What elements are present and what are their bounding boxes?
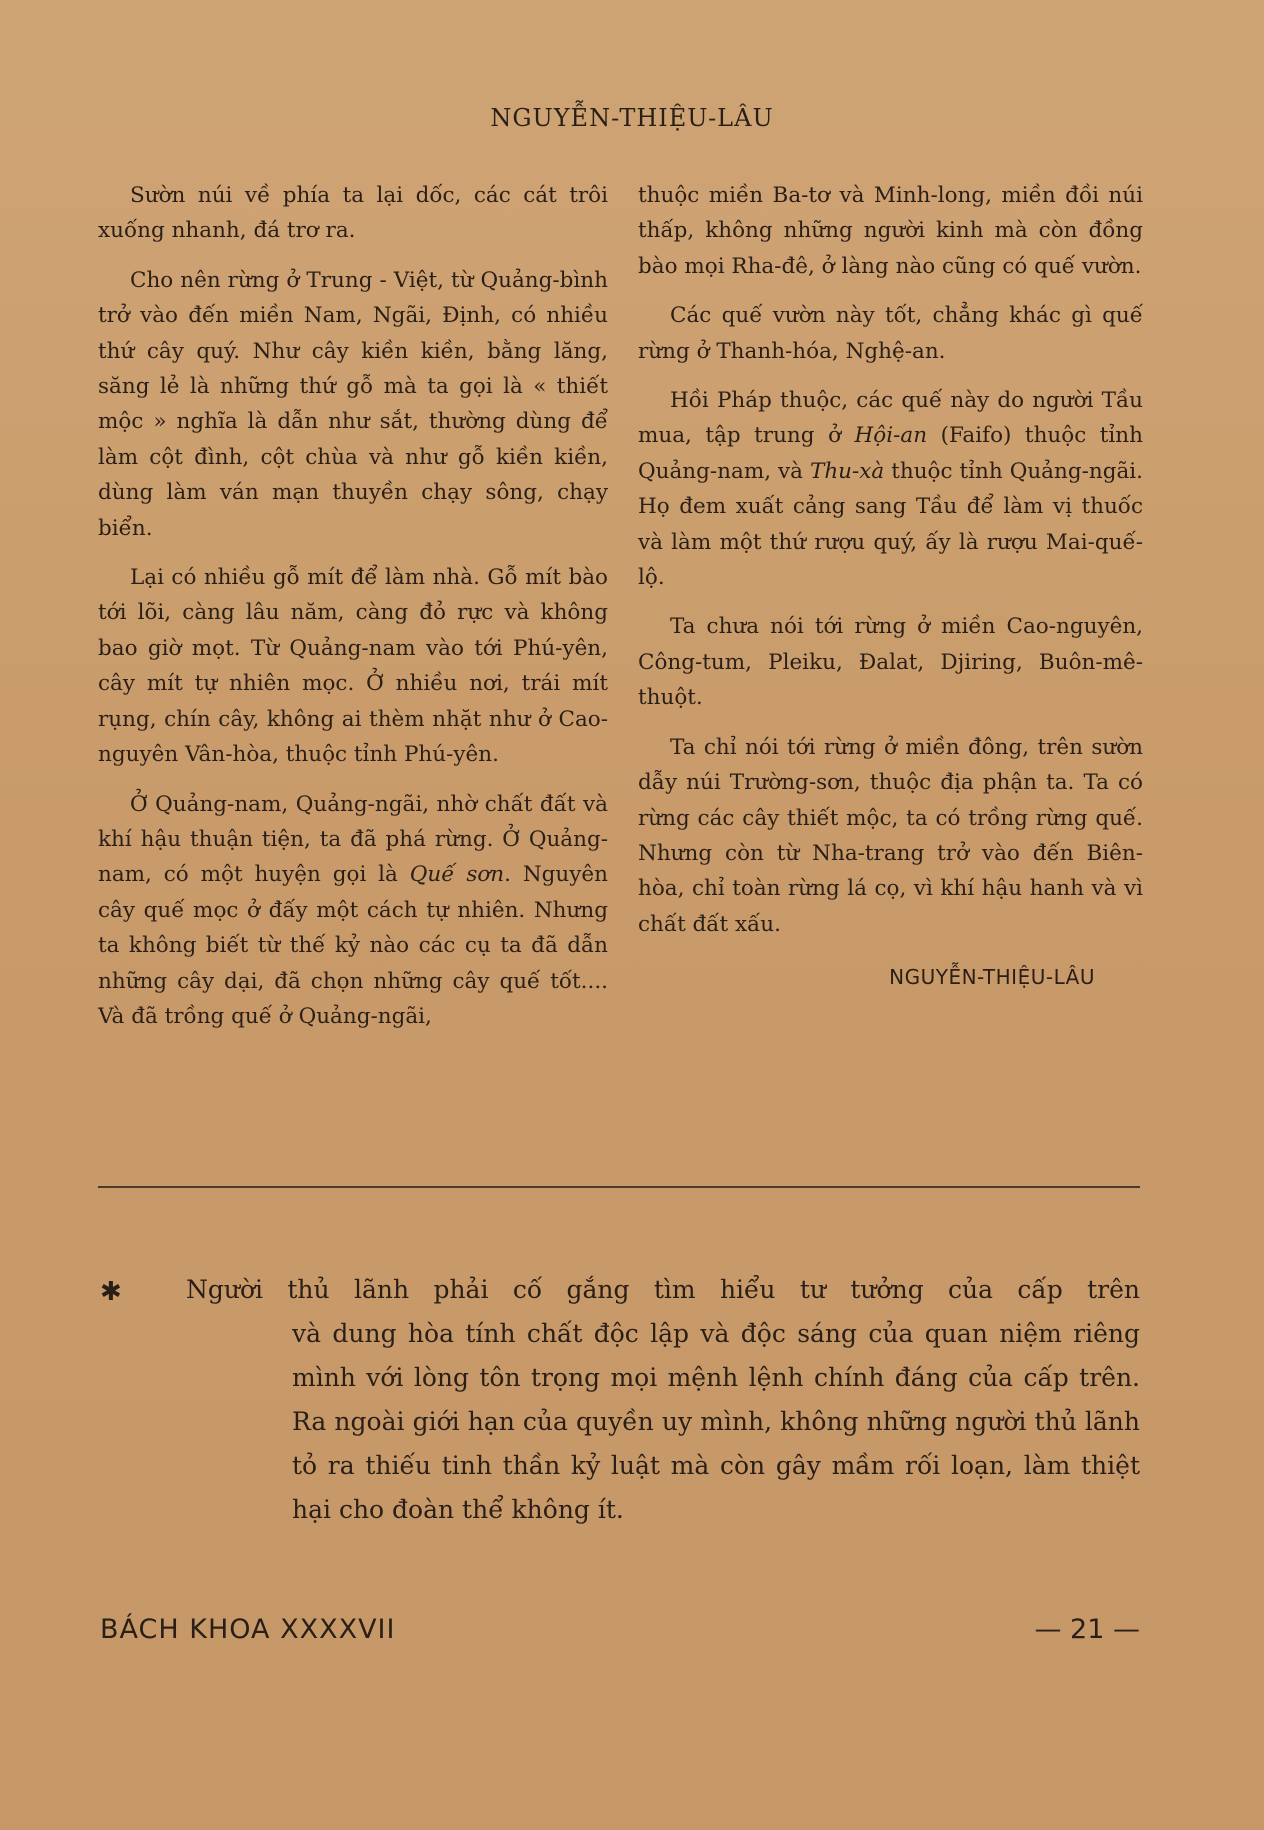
paragraph: Các quế vườn này tốt, chẳng khác gì quế rừng ở Thanh-hóa, Nghệ-an. (638, 303, 1143, 364)
paragraph: Cho nên rừng ở Trung - Việt, từ Quảng-bình trở vào đến miền Nam, Ngãi, Định, có nhiều thứ cây quý. Như cây kiền kiền, bằng lăng, săng lẻ là những thứ gỗ mà ta gọi là « thiết mộc » nghĩa là dẫn như sắt, thường dùng để làm cột đình, cột chùa và như gỗ kiền kiền, dùng làm ván mạn thuyền chạy sông, chạy biển. (98, 267, 608, 541)
paragraph (98, 787, 608, 1035)
quote-body: và dung hòa tính chất độc lập và độc sáng của quan niệm riêng mình với lòng tôn trọng mọi mệnh lệnh chính đáng của cấp trên. Ra ngoài giới hạn của quyền uy mình, không những người thủ lãnh tỏ ra thiếu tinh thần kỷ luật mà còn gây mầm rối loạn, làm thiệt hại cho đoàn thể không ít. (292, 1319, 1140, 1524)
paragraph: thuộc miền Ba-tơ và Minh-long, miền đồi núi thấp, không những người kinh mà còn đồng bào mọi Rha-đê, ở làng nào cũng có quế vườn. (638, 183, 1143, 279)
quote-block (100, 1268, 1140, 1532)
italic-term: Thu-xà (809, 458, 885, 484)
text-run: Ở Quảng-nam, Quảng-ngãi, nhờ chất đất và khí hậu thuận tiện, ta đã phá rừng. Ở Quảng-nam, có một huyện gọi là (98, 791, 608, 888)
right-column (638, 178, 1143, 996)
text-run: thuộc tỉnh Quảng-ngãi. Họ đem xuất cảng sang Tầu để làm vị thuốc và làm một thứ rượu quý, ấy là rượu Mai-quế-lộ. (638, 458, 1144, 591)
text-run: (Faifo) thuộc tỉnh Quảng-nam, và (638, 423, 1143, 484)
left-column (98, 178, 608, 1048)
page-number: — 21 — (1034, 1614, 1140, 1645)
divider (98, 1186, 1140, 1188)
text-run: . Nguyên cây quế mọc ở đấy một cách tự nhiên. Nhưng ta không biết từ thế kỷ nào các cụ ta đã dẫn những cây dại, đã chọn những cây quế tốt.... Và đã trồng quế ở Quảng-ngãi, (98, 862, 608, 1029)
author-signature: NGUYỄN-THIỆU-LÂU (889, 965, 1095, 990)
paragraph (638, 383, 1143, 595)
italic-term: Hội-an (854, 423, 928, 449)
star-icon: ✱ (100, 1277, 122, 1307)
publication-name: BÁCH KHOA XXXXVII (100, 1614, 396, 1645)
text-run: Hồi Pháp thuộc, các quế này do người Tầu mua, tập trung ở (638, 388, 1143, 449)
paragraph: Sườn núi về phía ta lại dốc, các cát trôi xuống nhanh, đá trơ ra. (98, 183, 608, 244)
paragraph: Ta chưa nói tới rừng ở miền Cao-nguyên, Công-tum, Pleiku, Đalat, Djiring, Buôn-mê-thuột. (638, 614, 1143, 711)
running-head: NGUYỄN-THIỆU-LÂU (490, 104, 774, 132)
paragraph: Ta chỉ nói tới rừng ở miền đông, trên sườn dẫy núi Trường-sơn, thuộc địa phận ta. Ta có rừng các cây thiết mộc, ta có trồng rừng quế. Nhưng còn từ Nha-trang trở vào đến Biên-hòa, chỉ toàn rừng lá cọ, vì khí hậu hanh và vì chất đất xấu. (638, 734, 1143, 937)
quote-first-line: Người thủ lãnh phải cố gắng tìm hiểu tư tưởng của cấp trên (186, 1275, 1140, 1304)
paragraph: Lại có nhiều gỗ mít để làm nhà. Gỗ mít bào tới lõi, càng lâu năm, càng đỏ rực và không bao giờ mọt. Từ Quảng-nam vào tới Phú-yên, cây mít tự nhiên mọc. Ở nhiều nơi, trái mít rụng, chín cây, không ai thèm nhặt như ở Cao-nguyên Vân-hòa, thuộc tỉnh Phú-yên. (98, 565, 608, 768)
italic-term: Quế sơn (409, 862, 505, 888)
